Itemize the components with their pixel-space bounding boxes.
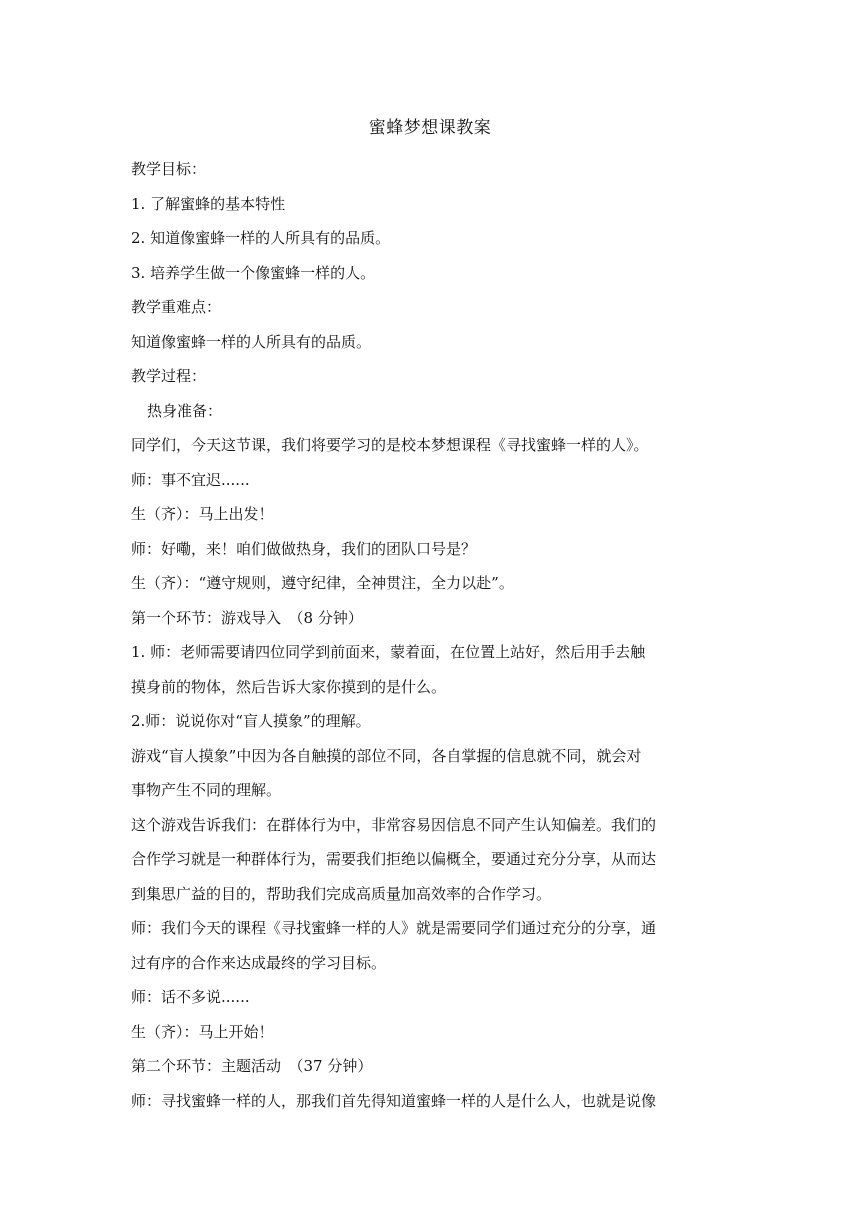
paragraph-line: 生（齐）：马上出发！: [131, 505, 274, 523]
paragraph-line: 同学们，今天这节课，我们将要学习的是校本梦想课程《寻找蜜蜂一样的人》。: [131, 436, 649, 454]
paragraph-line: 师：事不宜迟......: [131, 470, 250, 489]
paragraph-line: 摸身前的物体，然后告诉大家你摸到的是什么。: [131, 677, 447, 696]
paragraph-line: 到集思广益的目的，帮助我们完成高质量加高效率的合作学习。: [131, 884, 552, 903]
section-heading-part-2: 第二个环节：主题活动 （37 分钟）: [131, 1057, 373, 1075]
paragraph-line: 事物产生不同的理解。: [131, 781, 282, 799]
section-heading-part-1: 第一个环节：游戏导入 （8 分钟）: [131, 608, 363, 627]
warmup-heading: 热身准备：: [147, 401, 223, 420]
page-title: 蜜蜂梦想课教案: [368, 118, 492, 138]
objective-2: 2. 知道像蜜蜂一样的人所具有的品质。: [131, 229, 391, 247]
document-body: [131, 152, 741, 1118]
objective-1: 1. 了解蜜蜂的基本特性: [131, 194, 286, 213]
section-heading-process: 教学过程：: [131, 367, 207, 385]
section-heading-objectives: 教学目标：: [131, 160, 207, 178]
paragraph-line: 合作学习就是一种群体行为，需要我们拒绝以偏概全，要通过充分分享，从而达: [131, 850, 657, 868]
section-heading-key-points: 教学重难点：: [131, 298, 222, 316]
objective-3: 3. 培养学生做一个像蜜蜂一样的人。: [131, 263, 376, 282]
paragraph-line: 生（齐）：马上开始！: [131, 1022, 274, 1041]
paragraph-line: 生（齐）：“遵守规则，遵守纪律，全神贯注，全力以赴”。: [131, 574, 514, 592]
paragraph-line: 这个游戏告诉我们：在群体行为中，非常容易因信息不同产生认知偏差。我们的: [131, 815, 657, 834]
key-point-text: 知道像蜜蜂一样的人所具有的品质。: [131, 332, 372, 351]
paragraph-line: 师：话不多说......: [131, 988, 250, 1006]
paragraph-line: 师：寻找蜜蜂一样的人，那我们首先得知道蜜蜂一样的人是什么人，也就是说像: [131, 1091, 657, 1110]
paragraph-line: 师：好嘞，来！咱们做做热身，我们的团队口号是？: [131, 539, 477, 558]
paragraph-line: 2.师：说说你对“盲人摸象”的理解。: [131, 712, 371, 730]
paragraph-line: 游戏“盲人摸象”中因为各自触摸的部位不同，各自掌握的信息就不同，就会对: [131, 746, 642, 765]
paragraph-line: 1. 师：老师需要请四位同学到前面来，蒙着面，在位置上站好，然后用手去触: [131, 643, 646, 661]
paragraph-line: 过有序的合作来达成最终的学习目标。: [131, 953, 387, 972]
paragraph-line: 师：我们今天的课程《寻找蜜蜂一样的人》就是需要同学们通过充分的分享，通: [131, 919, 657, 937]
